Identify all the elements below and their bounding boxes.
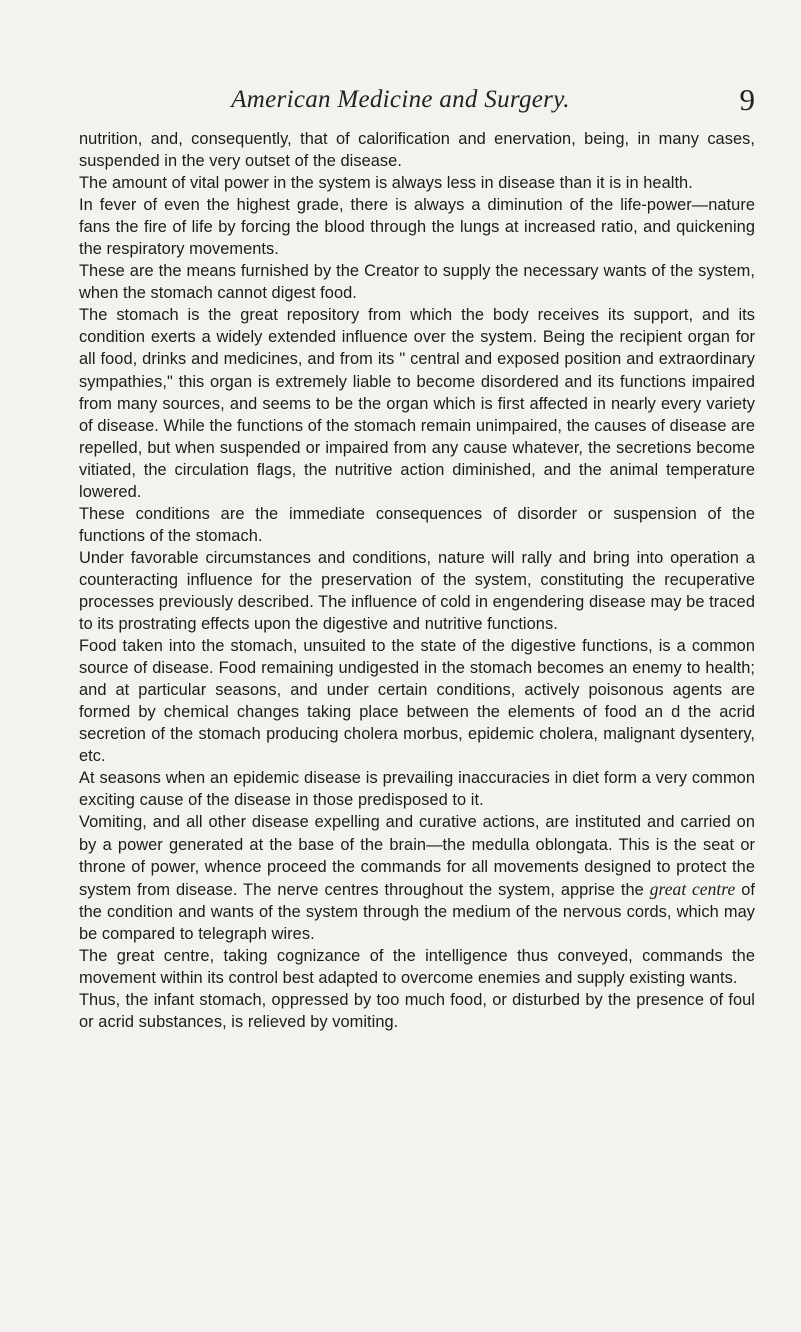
paragraph-2: The amount of vital power in the system is always less in disease than it is in health. [79, 174, 693, 193]
page-number: 9 [739, 82, 755, 117]
paragraph-10-lead: Vomiting, and all other disease expelling and curative actions, are instituted and carried on by a power generated at the base of the brain—the medulla oblongata. This is the seat or throne of power, whence proceed the commands for all movements designed to protect the system from disease. The nerve centres throughout the system, apprise the [79, 813, 755, 899]
paragraph-10 [79, 811, 755, 944]
paragraph-6: These conditions are the immediate consequences of disorder or suspension of the functions of the stomach. [79, 504, 755, 545]
paragraph-12: Thus, the infant stomach, oppressed by too much food, or disturbed by the presence of foul or acrid substances, is relieved by vomiting. [79, 990, 755, 1031]
paragraph-7: Under favorable circumstances and conditions, nature will rally and bring into operation a counteracting influence for the preservation of the system, constituting the recuperative processes previously described. The influence of cold in engendering disease may be traced to its prostrating effects upon the digestive and nutritive functions. [79, 548, 755, 634]
page-header [0, 82, 801, 122]
running-head: American Medicine and Surgery. [231, 86, 570, 113]
body-text [79, 128, 755, 1033]
paragraph-8: Food taken into the stomach, unsuited to the state of the digestive functions, is a common source of disease. Food remaining undigested in the stomach becomes an enemy to health; and at particular seasons, and under certain conditions, actively poisonous agents are formed by chemical changes taking place between the elements of food an d the acrid secretion of the stomach producing cholera morbus, epidemic cholera, malignant dysentery, etc. [79, 637, 755, 766]
great-centre-emphasis: great centre [649, 878, 736, 899]
paragraph-4: These are the means furnished by the Creator to supply the necessary wants of the system, when the stomach cannot digest food. [79, 262, 755, 303]
paragraph-10-tail: of the condition and wants of the system through the medium of the nervous cords, which may be compared to telegraph wires. [79, 880, 755, 943]
paragraph-11: The great centre, taking cognizance of the intelligence thus conveyed, commands the movement within its control best adapted to overcome enemies and supply existing wants. [79, 946, 755, 987]
paragraph-3: In fever of even the highest grade, there is always a diminution of the life-power—nature fans the fire of life by forcing the blood through the lungs at increased ratio, and quickening the respiratory movements. [79, 196, 755, 259]
paragraph-1: nutrition, and, consequently, that of calorification and enervation, being, in many cases, suspended in the very outset of the disease. [79, 130, 755, 171]
paragraph-5: The stomach is the great repository from which the body receives its support, and its condition exerts a widely extended influence over the system. Being the recipient organ for all food, drinks and medicines, and from its " central and exposed position and extraordinary sympathies," this organ is extremely liable to become disordered and its functions impaired from many sources, and seems to be the organ which is first affected in nearly every variety of disease. While the functions of the stomach remain unimpaired, the causes of disease are repelled, but when suspended or impaired from any cause whatever, the secretions become vitiated, the circulation flags, the nutritive action diminished, and the animal temperature lowered. [79, 306, 755, 501]
paragraph-9: At seasons when an epidemic disease is prevailing inaccuracies in diet form a very common exciting cause of the disease in those predisposed to it. [79, 769, 755, 810]
